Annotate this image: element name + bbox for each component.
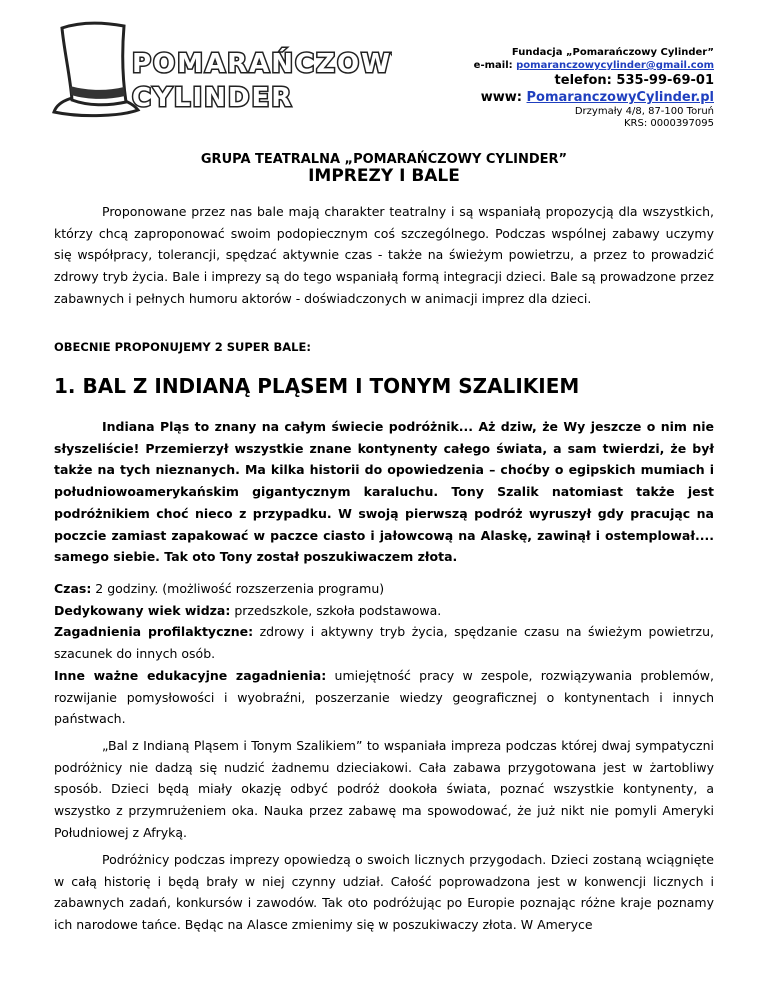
section1-paragraph-1: „Bal z Indianą Pląsem i Tonym Szalikiem” to wspaniała impreza podczas której dwaj sympatyczni podróżnicy nie dadzą się nudzić żadnemu dzieciakowi. Cała zabawa przygotowana jest w żartobliwy sposób. Dzieci będą miały okazję odbyć podróż dookoła świata, poznać wszystkie kontynenty, a wszystko z przymrużeniem oka. Nauka przez zabawę ma spowodować, że już nikt nie pomyli Ameryki Południowej z Afryką.	[54, 738, 714, 840]
section1-story: Indiana Pląs to znany na całym świecie podróżnik... Aż dziw, że Wy jeszcze o nim nie słyszeliście! Przemierzył wszystkie znane kontynenty całego świata, a sam twierdzi, że był także na tych nieznanych. Ma kilka historii do opowiedzenia – choćby o egipskich mumiach i południowoamerykańskim gigantycznym karaluchu. Tony Szalik natomiast także jest podróżnikiem choć nieco z przypadku. W swoją pierwszą podróż wyruszył gdy pracując na poczcie zamiast zapakować w paczce ciasto i jałowcową na Alaskę, zawinął i ostemplował.... samego siebie. Tak oto Tony został poszukiwaczem złota.	[54, 419, 714, 565]
detail-prevention: Zagadnienia profilaktyczne: zdrowy i aktywny tryb życia, spędzanie czasu na świeżym powietrzu, szacunek do innych osób.	[54, 624, 714, 662]
section1-heading: 1. BAL Z INDIANĄ PLĄSEM I TONYM SZALIKIEM	[54, 374, 580, 398]
detail-education: Inne ważne edukacyjne zagadnienia: umiejętność pracy w zespole, rozwiązywania problemów, rozwijanie pomysłowości i wyobraźni, poszerzanie wiedzy geograficznej o kontynentach i innych państwach.	[54, 667, 714, 727]
header-contact	[474, 46, 714, 130]
www-label: www:	[480, 90, 522, 105]
email-line	[474, 59, 714, 72]
group-title: GRUPA TEATRALNA „POMARAŃCZOWY CYLINDER”	[200, 152, 568, 167]
intro-paragraph: Proponowane przez nas bale mają charakter teatralny i są wspaniałą propozycją dla wszystkich, którzy chcą zaproponować swoim podopiecznym coś szczególnego. Podczas wspólnej zabawy uczymy się współpracy, tolerancji, spędzać aktywnie czas - także na świeżym powietrzu, a przez to prowadzić zdrowy tryb życia. Bale i imprezy są do tego wspaniałą formą integracji dzieci. Bale są prowadzone przez zabawnych i pełnych humoru aktorów - doświadczonych w animacji imprez dla dzieci.	[54, 204, 714, 306]
detail-age: Dedykowany wiek widza: przedszkole, szkoła podstawowa.	[54, 602, 442, 618]
offer-heading: OBECNIE PROPONUJEMY 2 SUPER BALE:	[54, 340, 311, 354]
logo-text-line2: CYLINDER	[132, 83, 294, 113]
www-line	[474, 89, 714, 106]
detail-time: Czas: 2 godziny. (możliwość rozszerzenia programu)	[54, 581, 385, 596]
krs-number: KRS: 0000397095	[623, 118, 714, 129]
logo-text-line1: POMARAŃCZOWY	[132, 49, 392, 79]
foundation-logo	[52, 20, 392, 120]
address: Drzymały 4/8, 87-100 Toruń	[574, 106, 714, 117]
email-label: e-mail:	[473, 60, 513, 71]
phone: telefon: 535-99-69-01	[554, 73, 714, 88]
section1-details	[54, 578, 714, 730]
foundation-name: Fundacja „Pomarańczowy Cylinder”	[511, 47, 714, 58]
page-title: IMPREZY I BALE	[308, 166, 460, 186]
section1-paragraph-2: Podróżnicy podczas imprezy opowiedzą o swoich licznych przygodach. Dzieci zostaną wciągnięte w całą historię i będą brały w niej czynny udział. Całość poprowadzona jest w konwencji licznych i zabawnych zadań, konkursów i zawodów. Tak oto podróżując po Europie poznając różne kraje poznamy ich narodowe tańce. Będąc na Alasce zmienimy się w poszukiwaczy złota. W Ameryce	[54, 852, 714, 933]
email-link[interactable]: pomaranczowycylinder@gmail.com	[516, 60, 714, 71]
www-link[interactable]: PomaranczowyCylinder.pl	[526, 90, 714, 105]
top-hat-logo-icon	[52, 20, 392, 120]
